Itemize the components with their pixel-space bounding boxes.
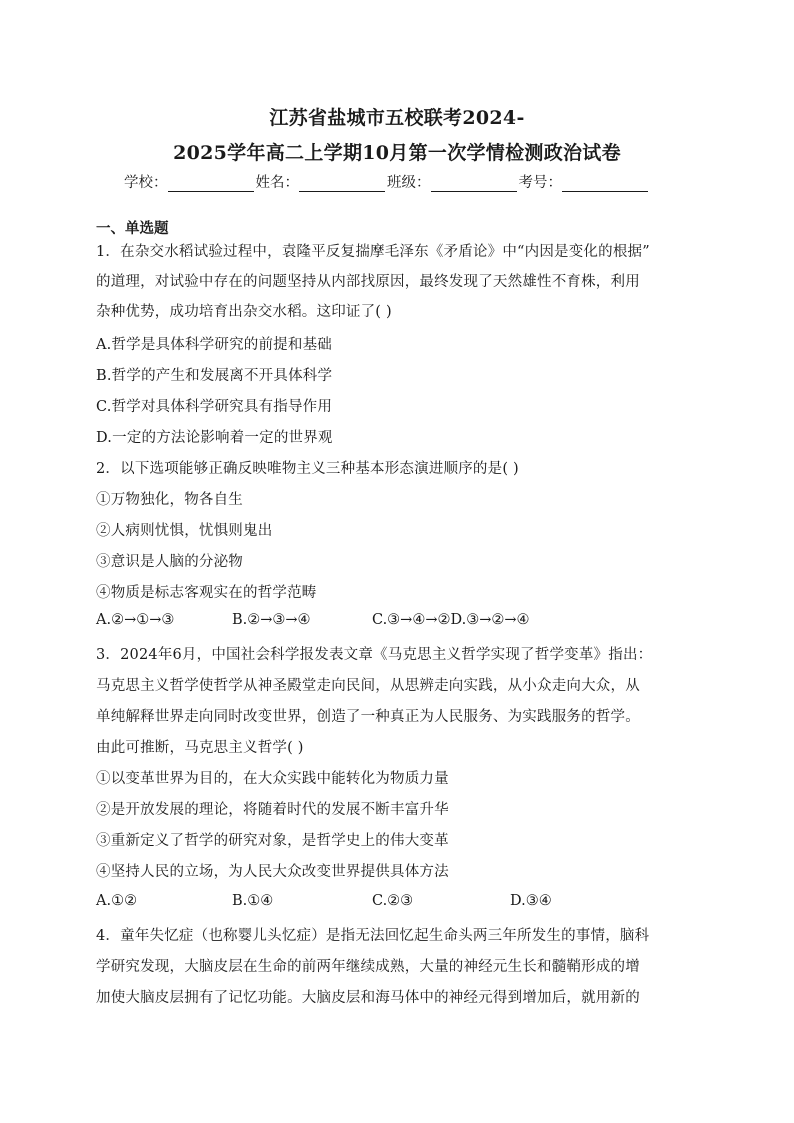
q1-stem-line: 杂种优势，成功培育出杂交水稻。这印证了( ) (96, 304, 392, 320)
name-field[interactable] (299, 177, 385, 192)
q1-option-a[interactable]: A.哲学是具体科学研究的前提和基础 (96, 337, 332, 353)
class-label: 班级： (387, 175, 431, 191)
q2-options-row (96, 612, 696, 632)
q2-option-b[interactable]: B.②→③→④ (232, 612, 311, 628)
q1-stem-line: 的道理，对试验中存在的问题坚持从内部找原因，最终发现了天然雄性不育株，利用 (96, 274, 640, 290)
q3-stem-line: 单纯解释世界走向同时改变世界，创造了一种真正为人民服务、为实践服务的哲学。 (96, 709, 640, 725)
q1-stem-line: 1．在杂交水稻试验过程中，袁隆平反复揣摩毛泽东《矛盾论》中“内因是变化的根据” (96, 244, 650, 260)
exam-no-field[interactable] (562, 177, 648, 192)
q2-stem: 2．以下选项能够正确反映唯物主义三种基本形态演进顺序的是( ) (96, 461, 519, 477)
name-label: 姓名： (255, 175, 299, 191)
class-field[interactable] (431, 177, 517, 192)
school-label: 学校： (124, 175, 168, 191)
q3-option-b[interactable]: B.①④ (232, 893, 274, 909)
q4-stem-line: 4．童年失忆症（也称婴儿头忆症）是指无法回忆起生命头两三年所发生的事情，脑科 (96, 928, 650, 944)
q3-item: ①以变革世界为目的，在大众实践中能转化为物质力量 (96, 771, 449, 787)
q2-item: ②人病则忧惧，忧惧则鬼出 (96, 523, 273, 539)
q3-stem-line: 由此可推断，马克思主义哲学( ) (96, 740, 304, 756)
q3-stem-line: 3．2024年6月，中国社会科学报发表文章《马克思主义哲学实现了哲学变革》指出： (96, 647, 653, 663)
q2-item: ①万物独化，物各自生 (96, 492, 243, 508)
exam-title-line-1: 江苏省盐城市五校联考2024- (269, 107, 525, 129)
q4-stem-line: 加使大脑皮层拥有了记忆功能。大脑皮层和海马体中的神经元得到增加后，就用新的 (96, 990, 640, 1006)
q3-option-a[interactable]: A.①② (96, 893, 138, 909)
q4-stem-line: 学研究发现，大脑皮层在生命的前两年继续成熟，大量的神经元生长和髓鞘形成的增 (96, 959, 640, 975)
q1-option-b[interactable]: B.哲学的产生和发展离不开具体科学 (96, 368, 333, 384)
q3-item: ③重新定义了哲学的研究对象，是哲学史上的伟大变革 (96, 833, 449, 849)
q3-stem-line: 马克思主义哲学使哲学从神圣殿堂走向民间，从思辨走向实践，从小众走向大众，从 (96, 678, 640, 694)
q2-item: ④物质是标志客观实在的哲学范畴 (96, 585, 317, 601)
q2-item: ③意识是人脑的分泌物 (96, 554, 243, 570)
q3-option-d[interactable]: D.③④ (510, 893, 552, 909)
student-info-row (124, 171, 650, 192)
q3-option-c[interactable]: C.②③ (372, 893, 414, 909)
q1-option-c[interactable]: C.哲学对具体科学研究具有指导作用 (96, 399, 333, 415)
q2-option-c-d[interactable]: C.③→④→②D.③→②→④ (372, 612, 530, 628)
q3-item: ④坚持人民的立场，为人民大众改变世界提供具体方法 (96, 864, 449, 880)
q3-item: ②是开放发展的理论，将随着时代的发展不断丰富升华 (96, 802, 449, 818)
exam-no-label: 考号： (518, 175, 562, 191)
school-field[interactable] (168, 177, 254, 192)
exam-title-line-2: 2025学年高二上学期10月第一次学情检测政治试卷 (173, 142, 621, 164)
q3-options-row (96, 893, 696, 913)
q1-option-d[interactable]: D.一定的方法论影响着一定的世界观 (96, 430, 333, 446)
section-heading: 一、单选题 (96, 220, 169, 237)
q2-option-a[interactable]: A.②→①→③ (96, 612, 175, 628)
